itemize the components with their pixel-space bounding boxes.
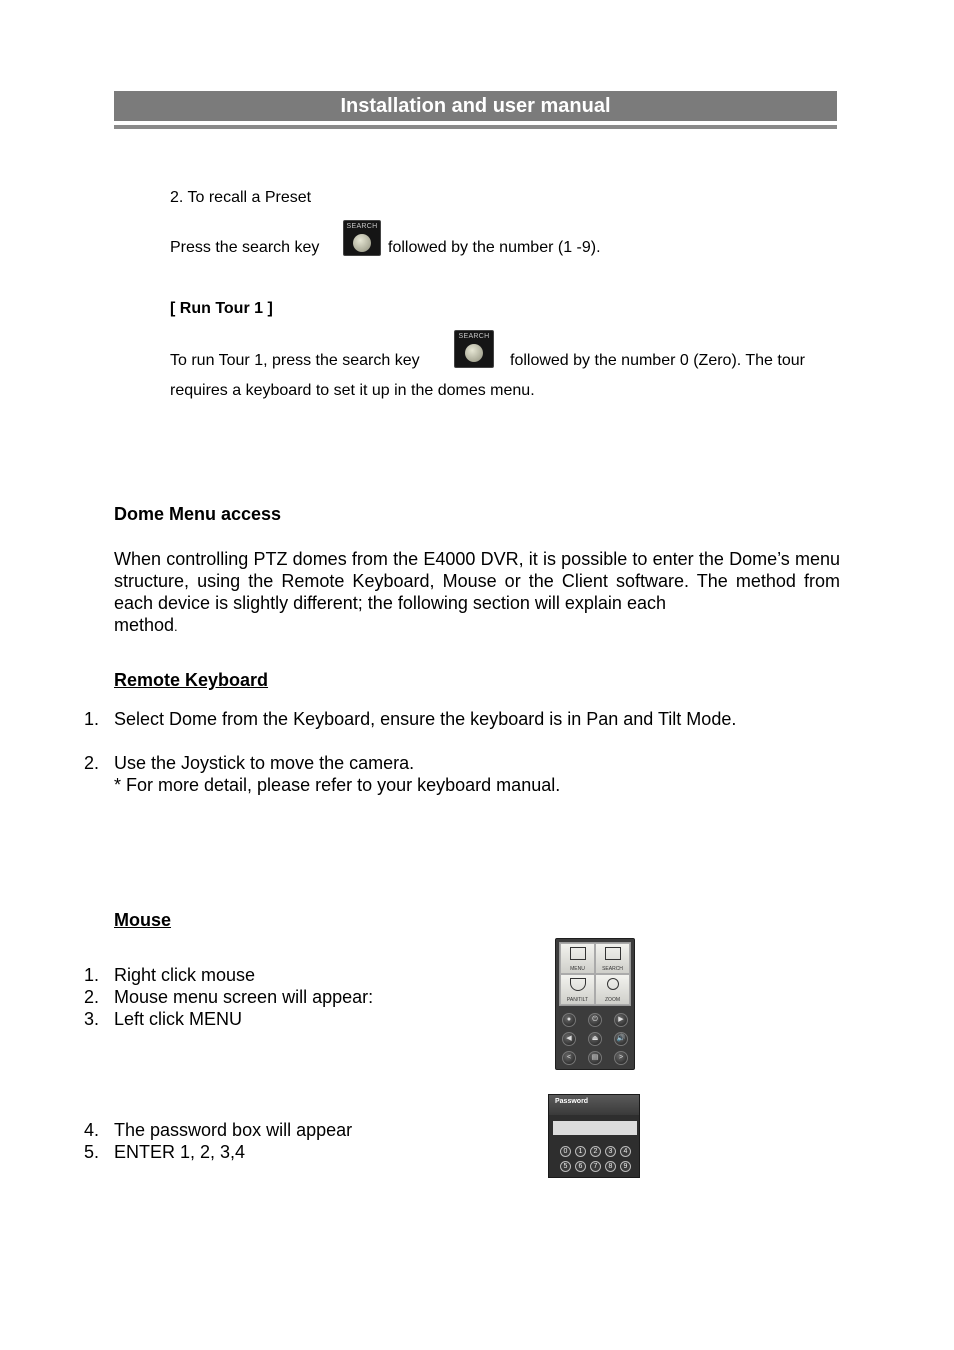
preset-heading: 2. To recall a Preset <box>170 189 312 206</box>
search-key-icon <box>454 330 494 368</box>
remote-keyboard-item-1-num: 1. <box>84 709 100 729</box>
dome-menu-paragraph-last-word: method <box>114 615 175 635</box>
search-key-knob <box>353 234 371 252</box>
remote-keyboard-heading: Remote Keyboard <box>114 670 269 690</box>
prev-button-icon: < <box>562 1051 576 1065</box>
eject-button-icon: ⏏ <box>588 1032 602 1046</box>
mouse-menu-cell-menu <box>560 943 595 974</box>
mouse-item-5-num: 5. <box>84 1142 100 1162</box>
dome-menu-paragraph-main: When controlling PTZ domes from the E4000 DVR, it is possible to enter the Dome’s menu structure, using the Remote Keyboard, Mouse or the Client software. The method from each device is slightly different; the following section will explain each <box>114 549 840 613</box>
mouse-menu-cell-pantilt <box>560 974 595 1005</box>
mouse-item-3-num: 3. <box>84 1009 100 1029</box>
header-title-bar <box>114 91 837 121</box>
mouse-menu-cell-caption: SEARCH <box>602 966 623 972</box>
search-key-icon <box>343 220 381 256</box>
password-box-screenshot <box>548 1094 640 1178</box>
preset-press-before: Press the search key <box>170 239 320 256</box>
mouse-heading: Mouse <box>114 910 172 930</box>
tour-heading: [ Run Tour 1 ] <box>170 300 273 317</box>
mouse-item-1-num: 1. <box>84 965 100 985</box>
menu-icon <box>570 947 586 960</box>
dome-camera-icon <box>570 978 586 991</box>
header-title: Installation and user manual <box>340 95 611 117</box>
password-key: 0 <box>560 1146 571 1157</box>
tour-line2: requires a keyboard to set it up in the domes menu. <box>170 382 535 399</box>
next-button-icon: > <box>614 1051 628 1065</box>
remote-keyboard-item-1: Select Dome from the Keyboard, ensure the keyboard is in Pan and Tilt Mode. <box>114 709 737 729</box>
password-key: 7 <box>590 1161 601 1172</box>
mouse-item-3: Left click MENU <box>114 1009 243 1029</box>
mouse-menu-grid <box>559 942 631 1006</box>
password-title: Password <box>549 1095 639 1115</box>
password-key: 2 <box>590 1146 601 1157</box>
tour-line1-before: To run Tour 1, press the search key <box>170 352 420 369</box>
dome-menu-paragraph-end <box>114 614 840 638</box>
preset-press-after: followed by the number (1 -9). <box>388 239 601 256</box>
mouse-item-2: Mouse menu screen will appear: <box>114 987 374 1007</box>
dome-menu-heading: Dome Menu access <box>114 504 282 524</box>
power-button-icon: ⏻ <box>588 1013 602 1027</box>
list-button-icon: ▤ <box>588 1051 602 1065</box>
tour-line1-after: followed by the number 0 (Zero). The tour <box>510 352 805 369</box>
dome-menu-paragraph <box>114 548 840 638</box>
password-key: 4 <box>620 1146 631 1157</box>
remote-keyboard-item-2: Use the Joystick to move the camera. <box>114 753 415 773</box>
volume-button-icon: 🔊 <box>614 1032 628 1046</box>
password-key: 9 <box>620 1161 631 1172</box>
password-key: 1 <box>575 1146 586 1157</box>
mouse-item-4-num: 4. <box>84 1120 100 1140</box>
mouse-menu-cell-caption: MENU <box>570 966 585 972</box>
rewind-button-icon: ◀ <box>562 1032 576 1046</box>
header-divider <box>114 125 837 129</box>
mouse-item-1: Right click mouse <box>114 965 256 985</box>
play-button-icon: ▶ <box>614 1013 628 1027</box>
mouse-item-2-num: 2. <box>84 987 100 1007</box>
mouse-menu-cell-caption: PAN/TILT <box>566 997 589 1003</box>
mouse-menu-screenshot <box>555 938 635 1070</box>
password-key: 5 <box>560 1161 571 1172</box>
dome-menu-paragraph-period: . <box>174 619 178 634</box>
password-field <box>553 1121 637 1135</box>
search-icon <box>605 947 621 960</box>
password-key: 8 <box>605 1161 616 1172</box>
search-key-label: SEARCH <box>458 333 490 340</box>
zoom-icon <box>607 978 619 990</box>
search-key-label: SEARCH <box>346 223 378 230</box>
remote-keyboard-item-2-num: 2. <box>84 753 100 773</box>
mouse-menu-cell-zoom <box>595 974 630 1005</box>
password-key: 6 <box>575 1161 586 1172</box>
mouse-item-4: The password box will appear <box>114 1120 353 1140</box>
remote-keyboard-note: * For more detail, please refer to your keyboard manual. <box>114 775 561 795</box>
password-key: 3 <box>605 1146 616 1157</box>
mouse-menu-cell-search <box>595 943 630 974</box>
mouse-menu-cell-caption: ZOOM <box>605 997 620 1003</box>
mouse-item-5: ENTER 1, 2, 3,4 <box>114 1142 246 1162</box>
search-key-knob <box>465 344 483 362</box>
record-button-icon: ● <box>562 1013 576 1027</box>
